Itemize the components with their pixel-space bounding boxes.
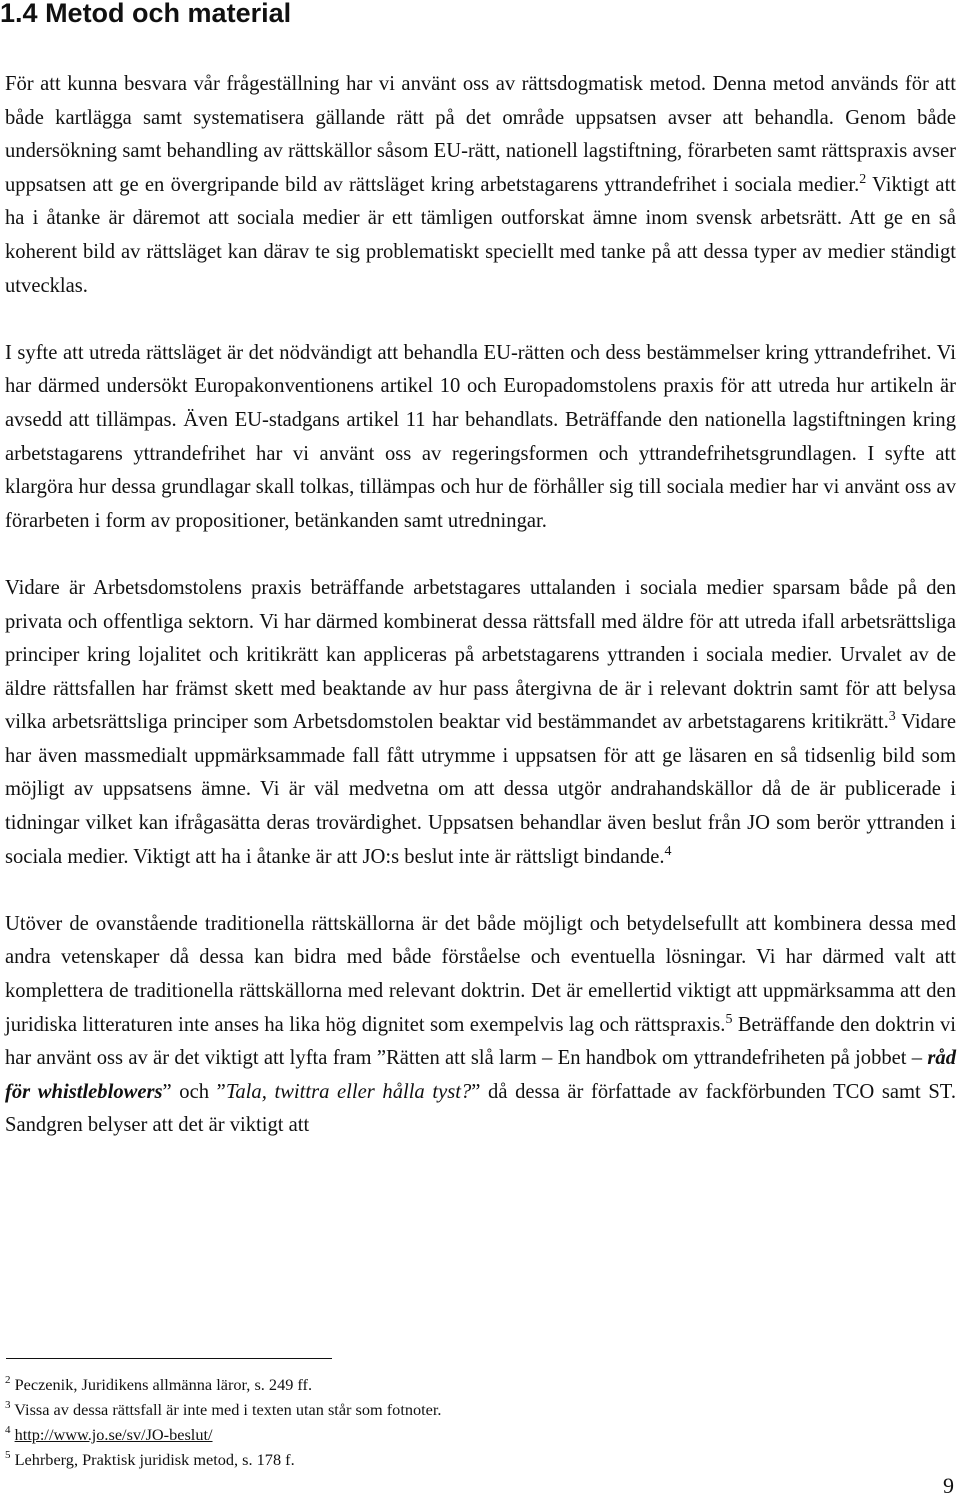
- paragraph-3-text-b: Vidare har även massmedialt uppmärksammade fall fått utrymme i uppsatsen för att ge läsaren en så tidsenlig bild som möjligt av uppsatsens ämne. Vi är väl medvetna om att dessa utgör andrahandskällor då de är publicerade i tidningar vilket kan ifrågasätta deras trovärdighet. Uppsatsen behandlar även beslut från JO som berör yttranden i sociala medier. Viktigt att ha i åtanke är att JO:s beslut inte är rättsligt bindande.: [5, 711, 956, 868]
- footnote-5: [5, 1447, 441, 1472]
- paragraph-1: [5, 68, 956, 303]
- footnote-number: 4: [5, 1424, 11, 1436]
- footnote-text: Peczenik, Juridikens allmänna läror, s. 249 ff.: [14, 1375, 313, 1394]
- footnote-4: [5, 1422, 441, 1447]
- paragraph-1-text-a: För att kunna besvara vår frågeställning har vi använt oss av rättsdogmatisk metod. Denna metod används för att både kartlägga samt systematisera gällande rätt på det område uppsatsen avser att behandla. Genom både undersökning samt behandling av rättskällor såsom EU-rätt, nationell lagstiftning, förarbeten samt rättspraxis avser uppsatsen att ge en övergripande bild av rättsläget kring arbetstagarens yttrandefrihet i sociala medier.: [5, 73, 956, 196]
- footnote-text: Lehrberg, Praktisk juridisk metod, s. 178 f.: [14, 1450, 295, 1469]
- paragraph-4-text-d: ” då dessa är författade av fackförbunden TCO samt ST. Sandgren belyser att det är viktigt att: [5, 1080, 957, 1137]
- footnote-ref-5[interactable]: 5: [725, 1011, 733, 1027]
- footnote-3: [5, 1397, 441, 1422]
- book-title-whistleblowers: råd för whistleblowers: [5, 1047, 956, 1103]
- footnote-ref-2[interactable]: 2: [859, 171, 867, 187]
- footnote-number: 5: [5, 1449, 11, 1461]
- paragraph-4-text-a: Utöver de ovanstående traditionella rättskällorna är det både möjligt och betydelsefullt att kombinera dessa med andra vetenskaper då dessa kan bidra med både förståelse och eventuella lösningar. Vi har därmed valt att komplettera de traditionella rättskällorna med relevant doktrin. Det är emellertid viktigt att uppmärksamma att den juridiska litteraturen inte anses ha lika hög dignitet som exempelvis lag och rättspraxis.: [5, 912, 956, 1036]
- paragraph-3-text-a: Vidare är Arbetsdomstolens praxis beträffande arbetstagares uttalanden i sociala medier sparsam både på den privata och offentliga sektorn. Vi har därmed kombinerat dessa rättsfall med äldre för att utreda ifall arbetsrättsliga principer kring lojalitet och kritikrätt kan appliceras på arbetstagarens yttranden i sociala medier. Urvalet av de äldre rättsfallen har främst skett med beaktande av hur pass återgivna de är i relevant doktrin samt för att belysa vilka arbetsrättsliga principer som Arbetsdomstolen beaktar vid bestämmandet av arbetstagarens kritikrätt.: [5, 576, 956, 734]
- footnote-number: 2: [5, 1374, 11, 1386]
- paragraph-4: [5, 908, 956, 1143]
- paragraph-3: [5, 572, 956, 874]
- footnote-ref-3[interactable]: 3: [888, 709, 896, 725]
- footnote-number: 3: [5, 1399, 11, 1411]
- paragraph-2: [5, 337, 956, 539]
- footnote-2: [5, 1372, 441, 1397]
- paragraph-4-text-b: Beträffande den doktrin vi har använt oss av är det viktigt att lyfta fram ”Rätten att slå larm – En handbok om yttrandefriheten på jobbet –: [5, 1013, 957, 1070]
- paragraph-1-text-b: Viktigt att ha i åtanke är däremot att sociala medier är ett tämligen outforskat ämne inom svensk arbetsrätt. Att ge en så koherent bild av rättsläget kan därav te sig problematiskt speciellt med tanke på att dessa typer av medier ständigt utvecklas.: [5, 173, 957, 297]
- book-title-tala-twittra: Tala, twittra eller hålla tyst?: [225, 1080, 472, 1103]
- footnotes: [5, 1372, 441, 1472]
- page-number: 9: [943, 1473, 954, 1498]
- body-text: [5, 68, 956, 1143]
- footnote-separator: [6, 1358, 332, 1359]
- paragraph-4-text-c: ” och ”: [162, 1080, 226, 1103]
- paragraph-2-text: I syfte att utreda rättsläget är det nödvändigt att behandla EU-rätten och dess bestämmelser kring yttrandefrihet. Vi har därmed undersökt Europakonventionens artikel 10 och Europadomstolens praxis för att utreda hur artikeln är avsedd att tillämpas. Även EU-stadgans artikel 11 har behandlats. Beträffande den nationella lagstiftningen kring arbetstagarens yttrandefrihet har vi använt oss av regeringsformen och yttrandefrihetsgrundlagen. I syfte att klargöra hur dessa grundlagar skall tolkas, tillämpas och hur de förhåller sig till sociala medier har vi använt oss av förarbeten i form av propositioner, betänkanden samt utredningar.: [5, 341, 956, 532]
- section-number: 1.4: [0, 0, 38, 28]
- section-title: Metod och material: [45, 0, 292, 28]
- footnote-text: Vissa av dessa rättsfall är inte med i texten utan står som fotnoter.: [14, 1400, 442, 1419]
- footnote-ref-4[interactable]: 4: [664, 843, 672, 859]
- jo-link[interactable]: http://www.jo.se/sv/JO-beslut/: [14, 1425, 213, 1444]
- section-heading: [0, 0, 291, 30]
